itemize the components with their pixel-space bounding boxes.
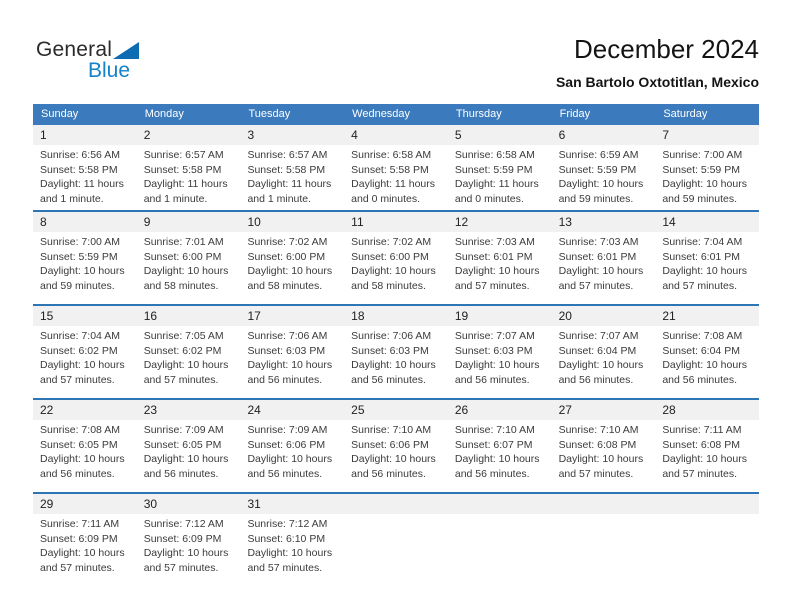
day-number: 16 xyxy=(137,306,241,326)
day-cell xyxy=(137,212,241,304)
day-details xyxy=(344,326,448,387)
day-details xyxy=(552,145,656,206)
sunrise-text: Sunrise: 7:12 AM xyxy=(247,518,328,530)
sunset-text: Sunset: 6:06 PM xyxy=(247,438,326,451)
weekday-wednesday: Wednesday xyxy=(352,108,411,120)
day-cell xyxy=(655,306,759,398)
sunset-text: Sunset: 6:10 PM xyxy=(247,532,326,545)
day-details xyxy=(33,326,137,387)
sunset-text: Sunset: 6:05 PM xyxy=(143,438,222,451)
sunrise-text: Sunrise: 6:58 AM xyxy=(351,149,432,161)
sunset-text: Sunset: 6:04 PM xyxy=(662,344,740,357)
day-number: 28 xyxy=(655,400,759,420)
sunrise-text: Sunrise: 7:02 AM xyxy=(351,236,432,248)
weekday-header-row xyxy=(33,104,759,125)
day-cell-empty xyxy=(552,494,656,586)
day-number xyxy=(552,494,656,514)
day-cell xyxy=(33,212,137,304)
day-number: 19 xyxy=(448,306,552,326)
daylight-text: Daylight: 10 hours and 56 minutes. xyxy=(143,453,229,480)
day-cell xyxy=(448,212,552,304)
sunrise-text: Sunrise: 7:08 AM xyxy=(40,424,120,436)
day-cell xyxy=(137,400,241,492)
sunset-text: Sunset: 6:06 PM xyxy=(351,438,429,451)
day-number: 5 xyxy=(448,125,552,145)
daylight-text: Daylight: 10 hours and 56 minutes. xyxy=(247,359,333,386)
day-details xyxy=(137,420,241,481)
daylight-text: Daylight: 10 hours and 59 minutes. xyxy=(40,265,125,292)
day-cell xyxy=(552,125,656,210)
day-number: 20 xyxy=(552,306,656,326)
day-details xyxy=(33,145,137,206)
sunset-text: Sunset: 5:58 PM xyxy=(40,163,118,176)
day-number: 2 xyxy=(137,125,241,145)
daylight-text: Daylight: 10 hours and 57 minutes. xyxy=(662,265,747,292)
week-row xyxy=(33,492,759,586)
day-cell xyxy=(552,400,656,492)
sunrise-text: Sunrise: 7:05 AM xyxy=(143,330,224,342)
day-number: 30 xyxy=(137,494,241,514)
day-number: 6 xyxy=(552,125,656,145)
sunrise-text: Sunrise: 7:09 AM xyxy=(143,424,224,436)
daylight-text: Daylight: 10 hours and 58 minutes. xyxy=(247,265,333,292)
sunset-text: Sunset: 6:02 PM xyxy=(143,344,222,357)
sunset-text: Sunset: 6:01 PM xyxy=(558,250,637,263)
day-number xyxy=(344,494,448,514)
sunrise-text: Sunrise: 7:04 AM xyxy=(40,330,120,342)
day-number: 25 xyxy=(344,400,448,420)
day-details xyxy=(137,145,241,206)
day-cell xyxy=(552,212,656,304)
sunset-text: Sunset: 5:59 PM xyxy=(662,163,740,176)
daylight-text: Daylight: 10 hours and 56 minutes. xyxy=(40,453,125,480)
sunset-text: Sunset: 6:09 PM xyxy=(40,532,118,545)
week-row xyxy=(33,304,759,398)
day-details xyxy=(552,232,656,293)
sunset-text: Sunset: 6:01 PM xyxy=(454,250,533,263)
week-row xyxy=(33,210,759,304)
sunrise-text: Sunrise: 7:10 AM xyxy=(558,424,639,436)
day-number: 17 xyxy=(240,306,344,326)
daylight-text: Daylight: 10 hours and 59 minutes. xyxy=(662,178,747,205)
sunrise-text: Sunrise: 7:12 AM xyxy=(143,518,224,530)
daylight-text: Daylight: 10 hours and 56 minutes. xyxy=(247,453,333,480)
day-cell xyxy=(344,212,448,304)
sunset-text: Sunset: 6:01 PM xyxy=(662,250,740,263)
weekday-monday: Monday xyxy=(144,108,184,120)
sunrise-text: Sunrise: 7:08 AM xyxy=(662,330,743,342)
day-number: 21 xyxy=(655,306,759,326)
day-details xyxy=(137,514,241,575)
daylight-text: Daylight: 10 hours and 56 minutes. xyxy=(558,359,644,386)
day-number: 27 xyxy=(552,400,656,420)
day-number: 22 xyxy=(33,400,137,420)
day-details xyxy=(240,145,344,206)
day-details xyxy=(448,145,552,206)
sunset-text: Sunset: 6:07 PM xyxy=(454,438,533,451)
day-details xyxy=(137,326,241,387)
sunset-text: Sunset: 5:58 PM xyxy=(143,163,222,176)
day-cell xyxy=(448,125,552,210)
weekday-thursday: Thursday xyxy=(455,108,502,120)
day-number: 3 xyxy=(240,125,344,145)
weekday-tuesday: Tuesday xyxy=(248,108,291,120)
day-cell xyxy=(240,494,344,586)
day-details xyxy=(448,326,552,387)
day-cell xyxy=(240,306,344,398)
sunrise-text: Sunrise: 6:57 AM xyxy=(143,149,224,161)
day-number: 11 xyxy=(344,212,448,232)
page-title: December 2024 xyxy=(574,34,759,64)
daylight-text: Daylight: 10 hours and 56 minutes. xyxy=(662,359,747,386)
day-cell xyxy=(240,125,344,210)
day-details xyxy=(33,420,137,481)
day-cell xyxy=(344,306,448,398)
sunset-text: Sunset: 5:59 PM xyxy=(454,163,533,176)
daylight-text: Daylight: 10 hours and 57 minutes. xyxy=(143,359,229,386)
day-cell xyxy=(552,306,656,398)
day-number: 12 xyxy=(448,212,552,232)
daylight-text: Daylight: 10 hours and 56 minutes. xyxy=(351,359,436,386)
day-details xyxy=(448,420,552,481)
sunrise-text: Sunrise: 7:11 AM xyxy=(40,518,120,530)
daylight-text: Daylight: 10 hours and 57 minutes. xyxy=(247,547,333,574)
sunrise-text: Sunrise: 7:03 AM xyxy=(558,236,639,248)
day-details xyxy=(240,420,344,481)
title-block xyxy=(556,34,759,90)
day-details xyxy=(552,420,656,481)
day-details xyxy=(344,420,448,481)
day-details xyxy=(240,232,344,293)
sunrise-text: Sunrise: 7:00 AM xyxy=(662,149,743,161)
day-details xyxy=(552,326,656,387)
weekday-friday: Friday xyxy=(559,108,591,120)
day-cell xyxy=(240,400,344,492)
daylight-text: Daylight: 10 hours and 58 minutes. xyxy=(351,265,436,292)
daylight-text: Daylight: 10 hours and 56 minutes. xyxy=(454,359,540,386)
daylight-text: Daylight: 10 hours and 56 minutes. xyxy=(454,453,540,480)
day-number xyxy=(448,494,552,514)
day-number: 31 xyxy=(240,494,344,514)
sunset-text: Sunset: 5:59 PM xyxy=(558,163,637,176)
sunset-text: Sunset: 6:09 PM xyxy=(143,532,222,545)
day-details xyxy=(33,232,137,293)
day-cell xyxy=(655,212,759,304)
day-details xyxy=(137,232,241,293)
sunset-text: Sunset: 6:03 PM xyxy=(454,344,533,357)
day-number: 18 xyxy=(344,306,448,326)
day-number xyxy=(655,494,759,514)
day-cell-empty xyxy=(344,494,448,586)
sunset-text: Sunset: 5:58 PM xyxy=(351,163,429,176)
day-details xyxy=(655,145,759,206)
day-cell xyxy=(137,494,241,586)
day-cell xyxy=(344,400,448,492)
sunrise-text: Sunrise: 7:00 AM xyxy=(40,236,120,248)
logo-text-blue: Blue xyxy=(88,59,131,82)
sunrise-text: Sunrise: 6:58 AM xyxy=(454,149,535,161)
daylight-text: Daylight: 10 hours and 56 minutes. xyxy=(351,453,436,480)
sunrise-text: Sunrise: 7:06 AM xyxy=(351,330,432,342)
day-details xyxy=(344,145,448,206)
day-number: 29 xyxy=(33,494,137,514)
day-details xyxy=(33,514,137,575)
sunrise-text: Sunrise: 7:10 AM xyxy=(351,424,432,436)
daylight-text: Daylight: 11 hours and 1 minute. xyxy=(40,178,124,205)
daylight-text: Daylight: 10 hours and 57 minutes. xyxy=(558,265,644,292)
day-number: 1 xyxy=(33,125,137,145)
logo-text-general: General xyxy=(36,38,113,61)
sunset-text: Sunset: 6:03 PM xyxy=(247,344,326,357)
general-blue-logo xyxy=(36,40,139,80)
day-number: 24 xyxy=(240,400,344,420)
sunrise-text: Sunrise: 7:09 AM xyxy=(247,424,328,436)
day-cell xyxy=(33,306,137,398)
day-details xyxy=(448,232,552,293)
sunset-text: Sunset: 6:03 PM xyxy=(351,344,429,357)
day-details xyxy=(240,326,344,387)
sunrise-text: Sunrise: 7:07 AM xyxy=(558,330,639,342)
sunrise-text: Sunrise: 7:06 AM xyxy=(247,330,328,342)
sunset-text: Sunset: 6:00 PM xyxy=(143,250,222,263)
day-details xyxy=(655,420,759,481)
daylight-text: Daylight: 10 hours and 57 minutes. xyxy=(40,359,125,386)
daylight-text: Daylight: 10 hours and 59 minutes. xyxy=(558,178,644,205)
sunrise-text: Sunrise: 7:11 AM xyxy=(662,424,742,436)
day-cell-empty xyxy=(655,494,759,586)
day-cell xyxy=(240,212,344,304)
day-cell xyxy=(33,494,137,586)
weekday-saturday: Saturday xyxy=(663,108,708,120)
sunrise-text: Sunrise: 7:10 AM xyxy=(454,424,535,436)
day-number: 14 xyxy=(655,212,759,232)
sunrise-text: Sunrise: 6:59 AM xyxy=(558,149,639,161)
day-number: 4 xyxy=(344,125,448,145)
day-number: 9 xyxy=(137,212,241,232)
day-details xyxy=(240,514,344,575)
daylight-text: Daylight: 10 hours and 57 minutes. xyxy=(558,453,644,480)
sunrise-text: Sunrise: 7:02 AM xyxy=(247,236,328,248)
day-cell xyxy=(655,400,759,492)
daylight-text: Daylight: 10 hours and 57 minutes. xyxy=(143,547,229,574)
week-row xyxy=(33,125,759,210)
day-cell xyxy=(137,125,241,210)
day-cell xyxy=(33,125,137,210)
daylight-text: Daylight: 11 hours and 0 minutes. xyxy=(454,178,539,205)
day-number: 8 xyxy=(33,212,137,232)
sunrise-text: Sunrise: 7:04 AM xyxy=(662,236,743,248)
sunset-text: Sunset: 6:05 PM xyxy=(40,438,118,451)
daylight-text: Daylight: 11 hours and 1 minute. xyxy=(247,178,332,205)
sunset-text: Sunset: 6:02 PM xyxy=(40,344,118,357)
day-cell xyxy=(137,306,241,398)
sunrise-text: Sunrise: 7:07 AM xyxy=(454,330,535,342)
daylight-text: Daylight: 10 hours and 57 minutes. xyxy=(40,547,125,574)
day-number: 7 xyxy=(655,125,759,145)
day-number: 15 xyxy=(33,306,137,326)
sunset-text: Sunset: 6:08 PM xyxy=(662,438,740,451)
day-details xyxy=(344,232,448,293)
page-subtitle: San Bartolo Oxtotitlan, Mexico xyxy=(555,74,759,90)
day-cell xyxy=(448,400,552,492)
week-row xyxy=(33,398,759,492)
weeks-container xyxy=(33,125,759,586)
sunrise-text: Sunrise: 6:56 AM xyxy=(40,149,120,161)
day-cell xyxy=(33,400,137,492)
daylight-text: Daylight: 10 hours and 57 minutes. xyxy=(662,453,747,480)
sunset-text: Sunset: 6:08 PM xyxy=(558,438,637,451)
day-number: 10 xyxy=(240,212,344,232)
sunset-text: Sunset: 6:00 PM xyxy=(247,250,326,263)
day-number: 23 xyxy=(137,400,241,420)
sunset-text: Sunset: 6:00 PM xyxy=(351,250,429,263)
weekday-sunday: Sunday xyxy=(41,108,79,120)
day-cell-empty xyxy=(448,494,552,586)
daylight-text: Daylight: 11 hours and 1 minute. xyxy=(143,178,228,205)
daylight-text: Daylight: 10 hours and 58 minutes. xyxy=(143,265,229,292)
day-number: 13 xyxy=(552,212,656,232)
day-number: 26 xyxy=(448,400,552,420)
day-cell xyxy=(344,125,448,210)
daylight-text: Daylight: 10 hours and 57 minutes. xyxy=(454,265,540,292)
sunset-text: Sunset: 5:59 PM xyxy=(40,250,118,263)
sunrise-text: Sunrise: 6:57 AM xyxy=(247,149,328,161)
sunrise-text: Sunrise: 7:03 AM xyxy=(454,236,535,248)
calendar-table xyxy=(33,104,759,586)
daylight-text: Daylight: 11 hours and 0 minutes. xyxy=(351,178,436,205)
day-details xyxy=(655,232,759,293)
day-details xyxy=(655,326,759,387)
day-cell xyxy=(448,306,552,398)
sunrise-text: Sunrise: 7:01 AM xyxy=(143,236,224,248)
sunset-text: Sunset: 6:04 PM xyxy=(558,344,637,357)
day-cell xyxy=(655,125,759,210)
sunset-text: Sunset: 5:58 PM xyxy=(247,163,326,176)
